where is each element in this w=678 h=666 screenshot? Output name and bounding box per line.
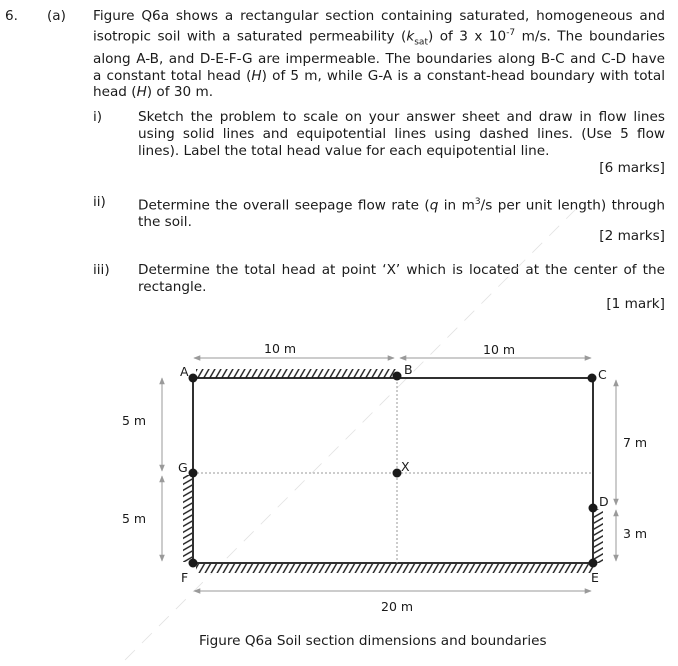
subpart-ii-label: ii) — [93, 194, 106, 210]
hatch-boundary-fe — [196, 564, 594, 573]
dim-label-right-upper: 7 m — [623, 435, 648, 450]
subpart-ii-line-1: Determine the overall seepage flow rate (q in $m^3/s$ per unit length) through — [138, 197, 665, 214]
point-x-label: X — [401, 459, 410, 474]
soil-rectangle — [193, 378, 593, 563]
point-e-marker — [589, 559, 598, 568]
intro-line-1: Figure Q6a shows a rectangular section containing saturated, homogeneous and — [93, 8, 665, 24]
subpart-i-line-3: lines). Label the total head value for each equipotential line. — [138, 142, 550, 159]
point-a-marker — [189, 374, 198, 383]
point-e-label: E — [591, 570, 599, 585]
point-g-label: G — [178, 460, 188, 475]
point-d-label: D — [599, 494, 609, 509]
subpart-i-line-2: using solid lines and equipotential lines using dashed lines. (Use 5 flow — [138, 125, 665, 142]
intro-line-4: a constant total head (H) of 5 m, while G-A is a constant-head boundary with total — [93, 67, 665, 84]
subpart-iii-label: iii) — [93, 262, 110, 278]
point-b-marker — [393, 372, 402, 381]
subpart-i-line-1: Sketch the problem to scale on your answer sheet and draw in flow lines — [138, 109, 665, 125]
point-c-label: C — [598, 367, 607, 382]
subpart-i-marks: [6 marks] — [599, 160, 665, 176]
intro-line-3: along A-B, and D-E-F-G are impermeable. The boundaries along B-C and C-D have — [93, 50, 665, 67]
intro-line-2: isotropic soil with a saturated permeability $(k_{sat})$ of 3 x $10^{-7}$ m/s. The boundaries — [93, 27, 665, 48]
point-f-marker — [189, 559, 198, 568]
intro-line-5: head (H) of 30 m. — [93, 84, 214, 101]
point-f-label: F — [181, 570, 189, 585]
subpart-ii-line-2: the soil. — [138, 214, 192, 231]
hatch-boundary-gf — [183, 475, 192, 562]
point-g-marker — [189, 469, 198, 478]
dim-label-left-upper: 5 m — [122, 413, 147, 428]
subpart-i-label: i) — [93, 109, 103, 125]
dim-label-top-right: 10 m — [483, 342, 516, 357]
dim-label-left-lower: 5 m — [122, 511, 147, 526]
point-a-label: A — [180, 364, 189, 379]
subpart-iii-marks: [1 mark] — [606, 296, 665, 312]
hatch-boundary-ed — [594, 509, 603, 563]
point-c-marker — [588, 374, 597, 383]
subpart-iii-line-2: rectangle. — [138, 278, 207, 295]
hatch-boundary-ab — [196, 369, 396, 378]
dim-label-top-left: 10 m — [264, 341, 297, 356]
subpart-iii-line-1: Determine the total head at point ‘X’ which is located at the center of the — [138, 262, 665, 278]
dim-label-bottom: 20 m — [381, 599, 414, 614]
subpart-ii-marks: [2 marks] — [599, 228, 665, 244]
figure-caption: Figure Q6a Soil section dimensions and boundaries — [199, 633, 547, 649]
question-number: 6. — [5, 8, 18, 24]
point-b-label: B — [404, 362, 413, 377]
dim-label-right-lower: 3 m — [623, 526, 648, 541]
question-part: (a) — [47, 8, 66, 24]
point-d-marker — [589, 504, 598, 513]
